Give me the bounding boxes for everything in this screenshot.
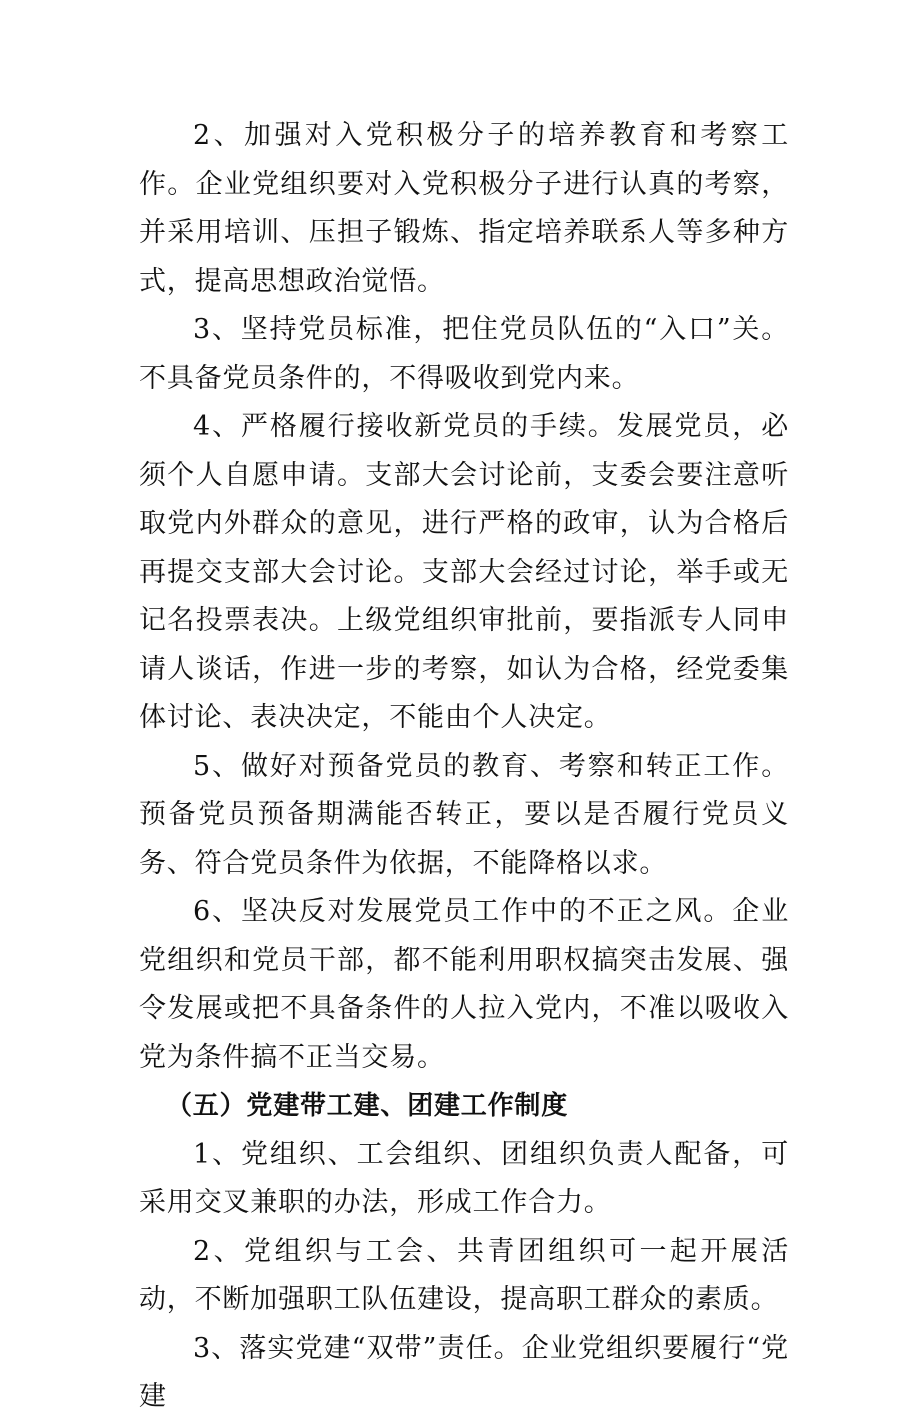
document-body [139,112,789,1422]
paragraph-item-5: 5、做好对预备党员的教育、考察和转正工作。预备党员预备期满能否转正，要以是否履行党员义务、符合党员条件为依据，不能降格以求。 [139,750,789,879]
section-heading: （五）党建带工建、团建工作制度 [166,1091,569,1121]
section-paragraph-1: 1、党组织、工会组织、团组织负责人配备，可采用交叉兼职的办法，形成工作合力。 [139,1138,789,1218]
paragraph-item-3: 3、坚持党员标准，把住党员队伍的“入口”关。不具备党员条件的，不得吸收到党内来。 [139,314,789,394]
paragraph-item-6: 6、坚决反对发展党员工作中的不正之风。企业党组织和党员干部，都不能利用职权搞突击发展、强令发展或把不具备条件的人拉入党内，不准以吸收入党为条件搞不正当交易。 [139,896,789,1073]
section-paragraph-3: 3、落实党建“双带”责任。企业党组织要履行“党建 [139,1332,789,1412]
paragraph-item-4: 4、严格履行接收新党员的手续。发展党员，必须个人自愿申请。支部大会讨论前，支委会要注意听取党内外群众的意见，进行严格的政审，认为合格后再提交支部大会讨论。支部大会经过讨论，举手或无记名投票表决。上级党组织审批前，要指派专人同申请人谈话，作进一步的考察，如认为合格，经党委集体讨论、表决决定，不能由个人决定。 [139,411,789,733]
paragraph-item-2: 2、加强对入党积极分子的培养教育和考察工作。企业党组织要对入党积极分子进行认真的考察，并采用培训、压担子锻炼、指定培养联系人等多种方式，提高思想政治觉悟。 [139,120,789,297]
section-paragraph-2: 2、党组织与工会、共青团组织可一起开展活动，不断加强职工队伍建设，提高职工群众的素质。 [139,1235,789,1315]
